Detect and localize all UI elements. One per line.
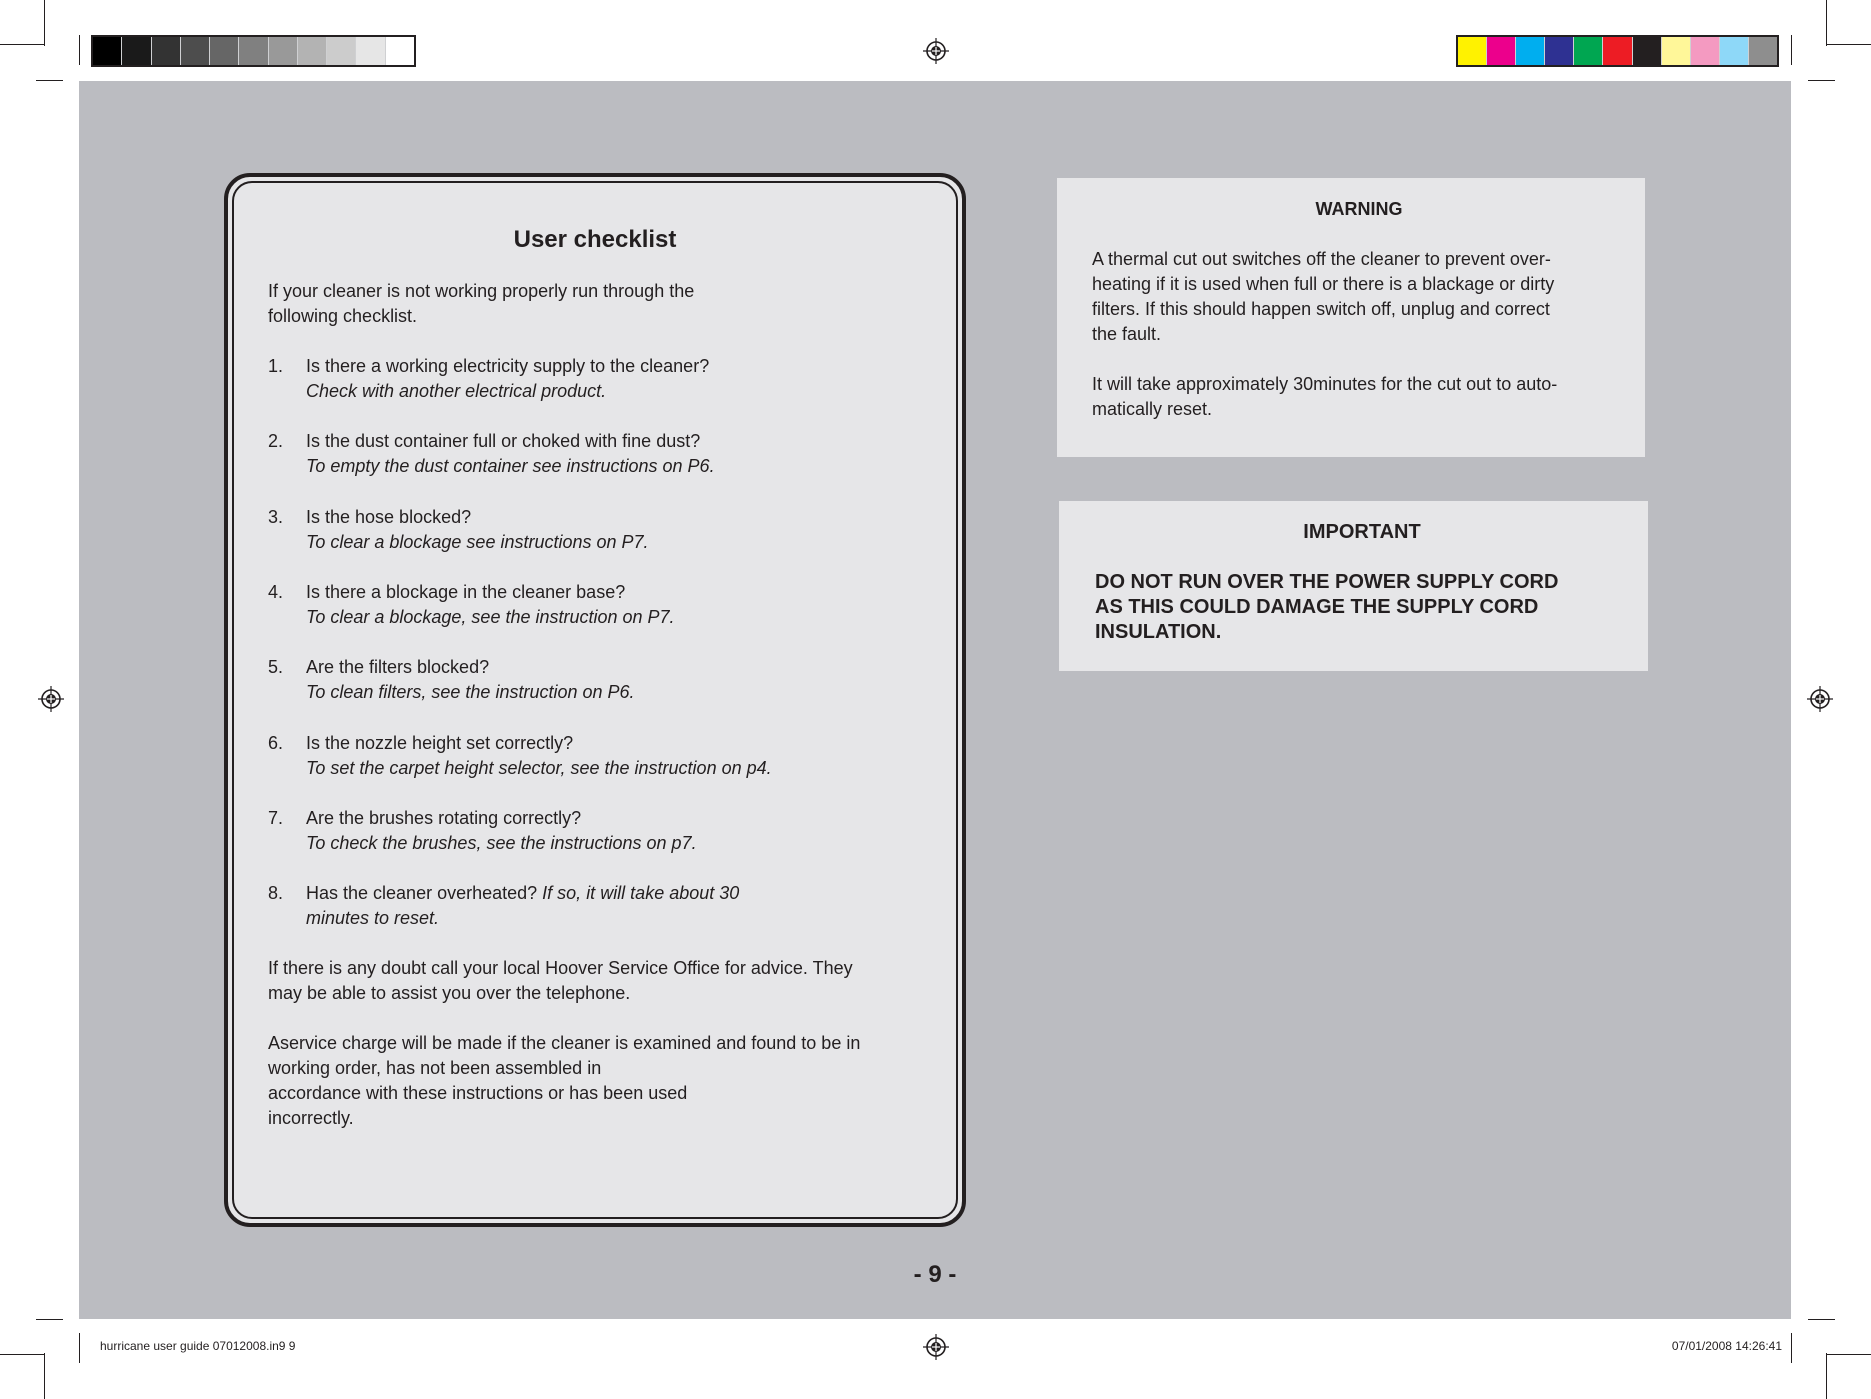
item-answer: Check with another electrical product. [306,381,607,401]
warning-line: heating if it is used when full or there is a blackage or dirty [1092,274,1555,294]
grayscale-color-bar [91,35,416,67]
color-swatch [385,37,414,65]
item-answer: minutes to reset. [306,908,440,928]
color-swatch [1458,37,1486,65]
color-swatch [1719,37,1748,65]
item-number: 8. [268,883,284,903]
warning-line: It will take approximately 30minutes for the cut out to auto- [1092,374,1558,394]
important-title: IMPORTANT [1303,521,1421,543]
item-question: Are the filters blocked? [306,657,490,677]
color-swatch [151,37,180,65]
service-paragraph-line: If there is any doubt call your local Hoover Service Office for advice. They [268,958,853,978]
item-question: Are the brushes rotating correctly? [306,808,582,828]
checklist-intro-line: following checklist. [268,306,418,326]
important-line: INSULATION. [1095,621,1222,643]
color-swatch [326,37,355,65]
checklist-intro-line: If your cleaner is not working properly run through the [268,281,695,301]
item-question: Is there a working electricity supply to the cleaner? [306,356,710,376]
footer-timestamp: 07/01/2008 14:26:41 [1671,1339,1782,1353]
color-swatch [121,37,150,65]
service-paragraph-line: may be able to assist you over the telephone. [268,983,631,1003]
item-answer: To check the brushes, see the instructions on p7. [306,833,697,853]
charge-paragraph-line: accordance with these instructions or has been used [268,1083,688,1103]
warning-line: matically reset. [1092,399,1213,419]
color-swatch [297,37,326,65]
color-swatch [1632,37,1661,65]
warning-title: WARNING [1315,199,1403,219]
important-line: DO NOT RUN OVER THE POWER SUPPLY CORD [1095,571,1559,593]
item-number: 6. [268,733,284,753]
item-answer: To set the carpet height selector, see the instruction on p4. [306,758,772,778]
item-question: Is the nozzle height set correctly? [306,733,574,753]
item-number: 4. [268,582,284,602]
page-number: - 9 - [913,1261,957,1288]
item-answer: To clear a blockage, see the instruction on P7. [306,607,675,627]
item-question: Has the cleaner overheated? [306,883,538,903]
process-color-bar [1456,35,1779,67]
color-swatch [238,37,267,65]
item-number: 1. [268,356,284,376]
charge-paragraph-line: Aservice charge will be made if the cleaner is examined and found to be in [268,1033,861,1053]
color-swatch [1573,37,1602,65]
checklist-title: User checklist [513,226,677,253]
item-answer: To clean filters, see the instruction on P6. [306,682,635,702]
color-swatch [93,37,121,65]
charge-paragraph-line: incorrectly. [268,1108,354,1128]
warning-line: A thermal cut out switches off the cleaner to prevent over- [1092,249,1551,269]
item-answer: To clear a blockage see instructions on P7. [306,532,649,552]
item-number: 3. [268,507,284,527]
item-number: 2. [268,431,284,451]
color-swatch [355,37,384,65]
charge-paragraph-line: working order, has not been assembled in [268,1058,602,1078]
item-number: 5. [268,657,284,677]
item-number: 7. [268,808,284,828]
color-swatch [1690,37,1719,65]
registration-mark-icon [1807,686,1833,712]
registration-mark-icon [923,38,949,64]
color-swatch [1515,37,1544,65]
registration-mark-icon [38,686,64,712]
warning-line: the fault. [1092,324,1162,344]
color-swatch [1602,37,1631,65]
warning-line: filters. If this should happen switch off, unplug and correct [1092,299,1550,319]
item-question: Is there a blockage in the cleaner base? [306,582,626,602]
item-question: Is the hose blocked? [306,507,472,527]
color-swatch [1748,37,1777,65]
registration-mark-icon [923,1334,949,1360]
color-swatch [209,37,238,65]
color-swatch [1486,37,1515,65]
item-answer: To empty the dust container see instructions on P6. [306,456,715,476]
item-question: Is the dust container full or choked with fine dust? [306,431,701,451]
color-swatch [268,37,297,65]
color-swatch [1544,37,1573,65]
footer-file-name: hurricane user guide 07012008.in9 9 [100,1339,296,1353]
color-swatch [180,37,209,65]
important-line: AS THIS COULD DAMAGE THE SUPPLY CORD [1095,596,1539,618]
item-line [306,881,739,906]
item-answer: If so, it will take about 30 [542,883,740,903]
color-swatch [1661,37,1690,65]
